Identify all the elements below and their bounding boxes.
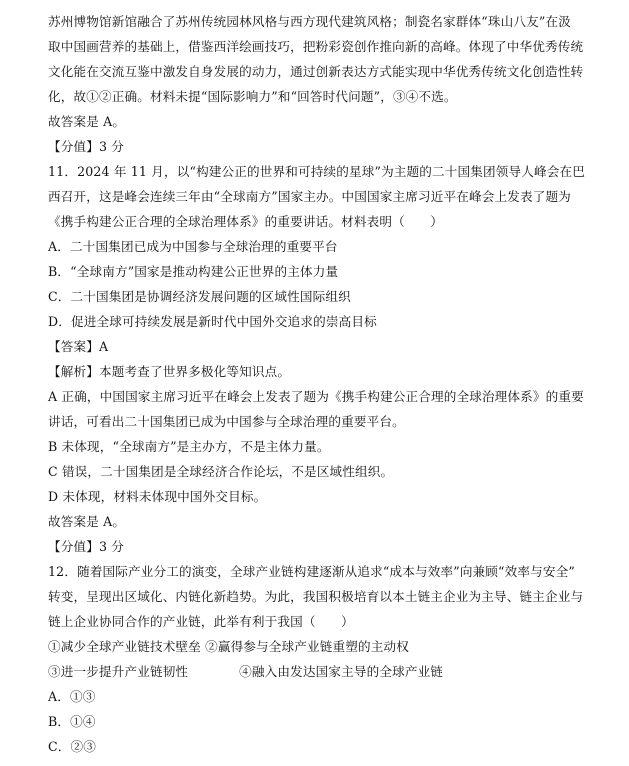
q11-score: 【分值】3 分 [48, 539, 125, 554]
q12-stem-line-3: 链上企业协同合作的产业链，此举有利于我国（ ） [48, 614, 354, 629]
q10-score: 【分值】3 分 [48, 139, 125, 154]
q11-explanation-d: D 未体现，材料未体现中国外交目标。 [48, 489, 267, 504]
q11-explanation-a-line-1: A 正确，中国国家主席习近平在峰会上发表了题为《携手构建公正合理的全球治理体系》的重要 [48, 389, 584, 404]
q11-option-a: A．二十国集团已成为中国参与全球治理的重要平台 [48, 239, 338, 254]
q10-explanation-line-3: 文化能在交流互鉴中激发自身发展的动力，通过创新表达方式能实现中华优秀传统文化创造性转 [48, 64, 584, 79]
q11-conclusion: 故答案是 A。 [48, 514, 126, 529]
q12-stem-line-2: 转变，呈现出区域化、内链化新趋势。为此，我国积极培育以本土链主企业为主导、链主企业与 [48, 589, 584, 604]
q10-conclusion: 故答案是 A。 [48, 114, 126, 129]
q11-option-d: D．促进全球可持续发展是新时代中国外交追求的崇高目标 [48, 314, 377, 329]
q11-answer: 【答案】A [48, 339, 109, 354]
q11-explanation-a-line-2: 讲话，可看出二十国集团已成为中国参与全球治理的重要平台。 [48, 414, 405, 429]
q11-analysis: 【解析】本题考查了世界多极化等知识点。 [48, 364, 291, 379]
q12-items-line-2: ③进一步提升产业链韧性 ④融入由发达国家主导的全球产业链 [48, 664, 444, 679]
q11-explanation-b: B 未体现，“全球南方”是主办方，不是主体力量。 [48, 439, 330, 454]
q11-stem-line-3: 《携手构建公正合理的全球治理体系》的重要讲话。材料表明（ ） [48, 214, 444, 229]
q11-option-c: C．二十国集团是协调经济发展问题的区域性国际组织 [48, 289, 351, 304]
q12-stem-line-1: 12．随着国际产业分工的演变，全球产业链构建逐渐从追求“成本与效率”向兼顾“效率与安全” [48, 564, 575, 579]
q11-stem-line-1: 11．2024 年 11 月，以“构建公正的世界和可持续的星球”为主题的二十国集团领导人峰会在巴 [48, 164, 585, 179]
q12-items-line-1: ①减少全球产业链技术壁垒 ②赢得参与全球产业链重塑的主动权 [48, 639, 409, 654]
q12-option-c: C．②③ [48, 739, 97, 754]
q11-option-b: B．“全球南方”国家是推动构建公正世界的主体力量 [48, 264, 339, 279]
q11-explanation-c: C 错误，二十国集团是全球经济合作论坛，不是区域性组织。 [48, 464, 394, 479]
q10-explanation-line-4: 化，故①②正确。材料未提“国际影响力”和“回答时代问题”，③④不选。 [48, 89, 457, 104]
q11-stem-line-2: 西召开，这是峰会连续三年由“全球南方”国家主办。中国国家主席习近平在峰会上发表了题为 [48, 189, 571, 204]
q12-option-b: B．①④ [48, 714, 96, 729]
q10-explanation-line-2: 取中国画营养的基础上，借鉴西洋绘画技巧，把粉彩瓷创作推向新的高峰。体现了中华优秀传统 [48, 39, 584, 54]
q12-option-a: A．①③ [48, 689, 96, 704]
q10-explanation-line-1: 苏州博物馆新馆融合了苏州传统园林风格与西方现代建筑风格；制瓷名家群体“珠山八友”在汲 [48, 14, 571, 29]
